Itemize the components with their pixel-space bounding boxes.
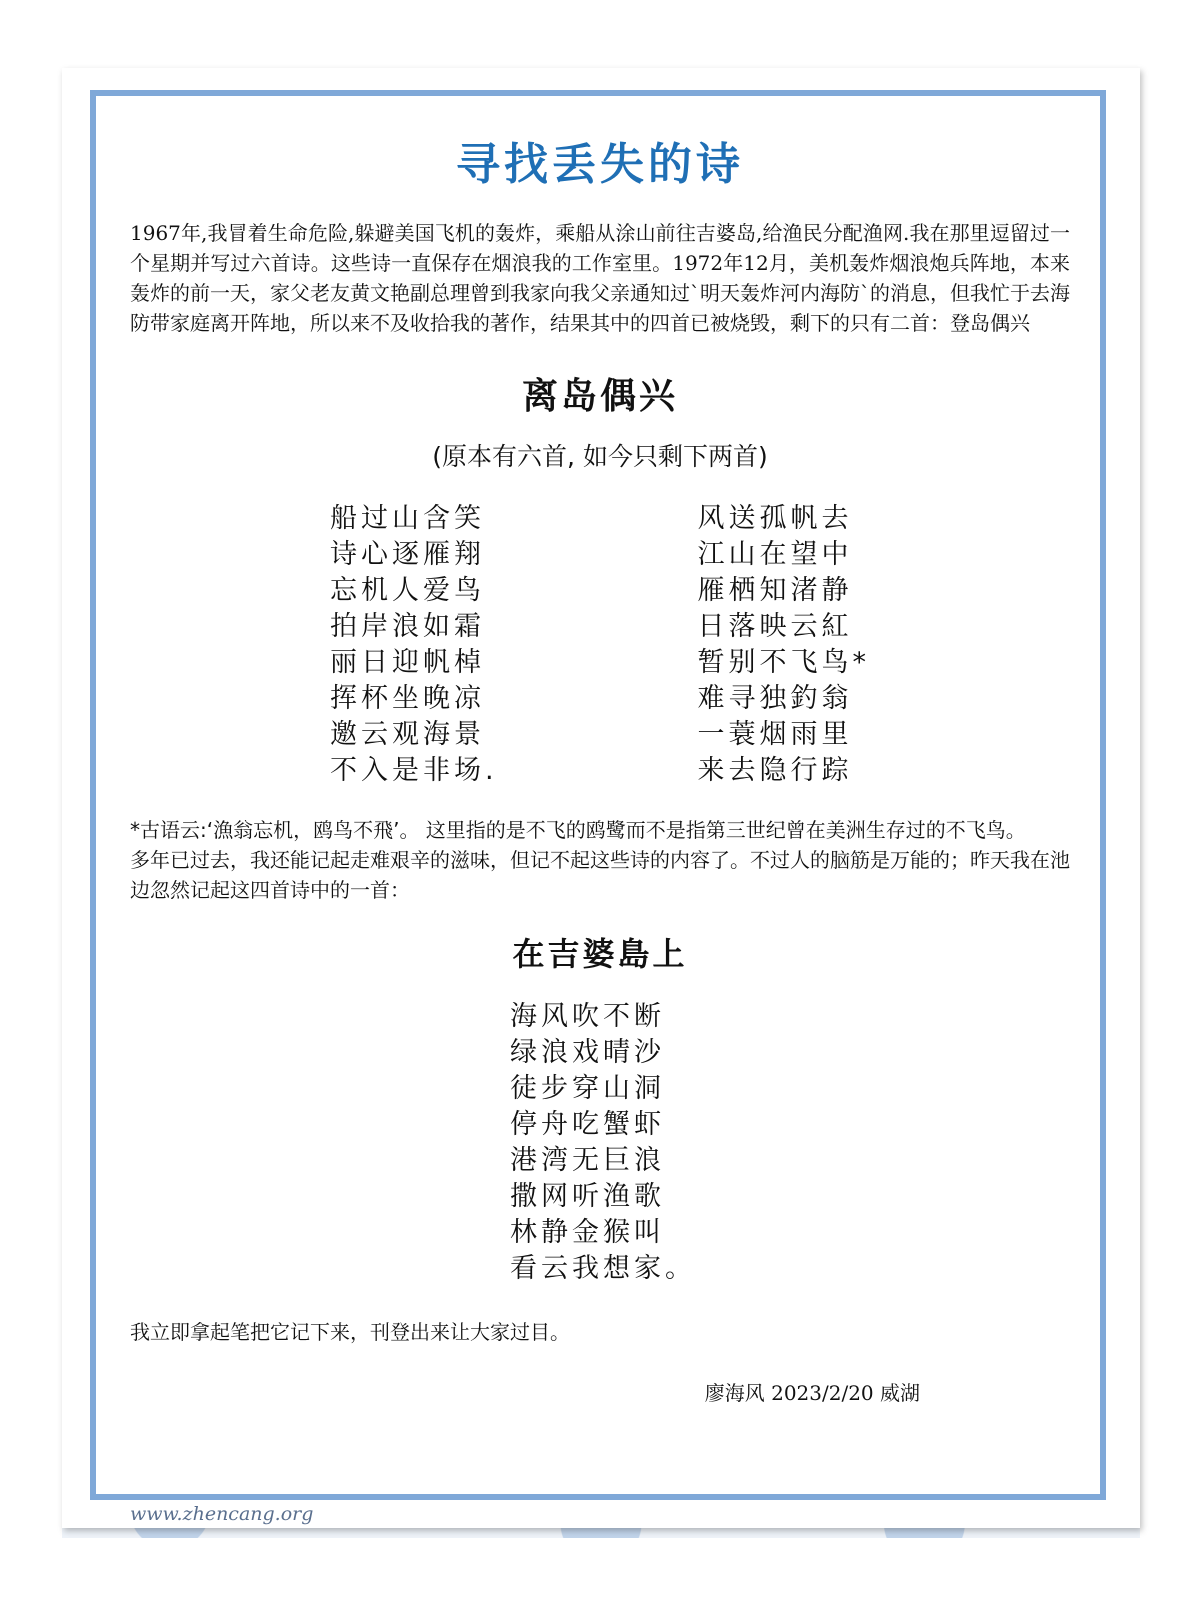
poem-line: 拍岸浪如霜 xyxy=(329,611,485,642)
poem-line: 邀云观海景 xyxy=(329,719,485,750)
poem-line: 一蓑烟雨里 xyxy=(697,719,853,750)
poem-line: 日落映云紅 xyxy=(697,611,853,642)
poem-line: 不入是非场. xyxy=(329,755,498,786)
poem-line: 绿浪戏晴沙 xyxy=(510,1037,665,1068)
poem-line: 忘机人爱鸟 xyxy=(329,575,485,606)
poem-line: 停舟吃蟹虾 xyxy=(510,1109,665,1140)
footnote-paragraph: *古语云:‘漁翁忘机，鸥鸟不飛’。 这里指的是不飞的鸥鹭而不是指第三世纪曾在美洲生存过的不飞鸟。 xyxy=(130,818,1026,842)
poem-line: 海风吹不断 xyxy=(510,1001,665,1032)
poem1-title: 离岛偶兴 xyxy=(521,376,678,417)
poem-line: 看云我想家。 xyxy=(510,1253,696,1284)
poem-line: 挥杯坐晚凉 xyxy=(329,683,485,714)
poem2-title: 在吉婆島上 xyxy=(512,935,688,973)
poem-line: 林静金猴叫 xyxy=(510,1217,665,1248)
poem-line: 雁栖知渚静 xyxy=(697,575,853,606)
author-signature: 廖海风 2023/2/20 威湖 xyxy=(704,1381,920,1405)
poem2-body xyxy=(510,999,696,1287)
poem-line: 暂别不飞鸟* xyxy=(697,647,871,678)
poem1-right-column xyxy=(698,501,871,789)
site-watermark: www.zhencang.org xyxy=(130,1503,314,1525)
poem1-body xyxy=(130,501,1070,789)
poem-line: 撒网听渔歌 xyxy=(510,1181,665,1212)
poem-line: 诗心逐雁翔 xyxy=(329,539,485,570)
poem-line: 港湾无巨浪 xyxy=(510,1145,665,1176)
poem-line: 徒步穿山洞 xyxy=(510,1073,665,1104)
intro-paragraph: 1967年,我冒着生命危险,躲避美国飞机的轰炸，乘船从涂山前往吉婆岛,给渔民分配渔网.我在那里逗留过一个星期并写过六首诗。这些诗一直保存在烟浪我的工作室里。1972年12月，美机轰炸烟浪炮兵阵地，本来轰炸的前一天，家父老友黄文艳副总理曾到我家向我父亲通知过`明天轰炸河内海防`的消息，但我忙于去海防带家庭离开阵地，所以来不及收拾我的著作，结果其中的四首已被烧毁，剩下的只有二首：登岛偶兴 xyxy=(130,221,1070,335)
poem-line: 来去隐行踪 xyxy=(697,755,853,786)
poem-line: 难寻独釣翁 xyxy=(697,683,853,714)
closing-paragraph: 我立即拿起笔把它记下来，刊登出来让大家过目。 xyxy=(130,1320,570,1344)
poem-line: 江山在望中 xyxy=(697,539,853,570)
memory-paragraph: 多年已过去，我还能记起走难艰辛的滋味，但记不起这些诗的内容了。不过人的脑筋是万能的；昨天我在池边忽然记起这四首诗中的一首： xyxy=(130,848,1070,902)
poem-line: 风送孤帆去 xyxy=(697,503,853,534)
poem1-left-column xyxy=(330,501,498,789)
poem1-subtitle: (原本有六首, 如今只剩下两首) xyxy=(432,442,768,471)
poem-line: 船过山含笑 xyxy=(329,503,485,534)
document-content xyxy=(130,130,1070,1406)
page-title: 寻找丢失的诗 xyxy=(456,139,744,190)
poem-line: 丽日迎帆棹 xyxy=(329,647,485,678)
